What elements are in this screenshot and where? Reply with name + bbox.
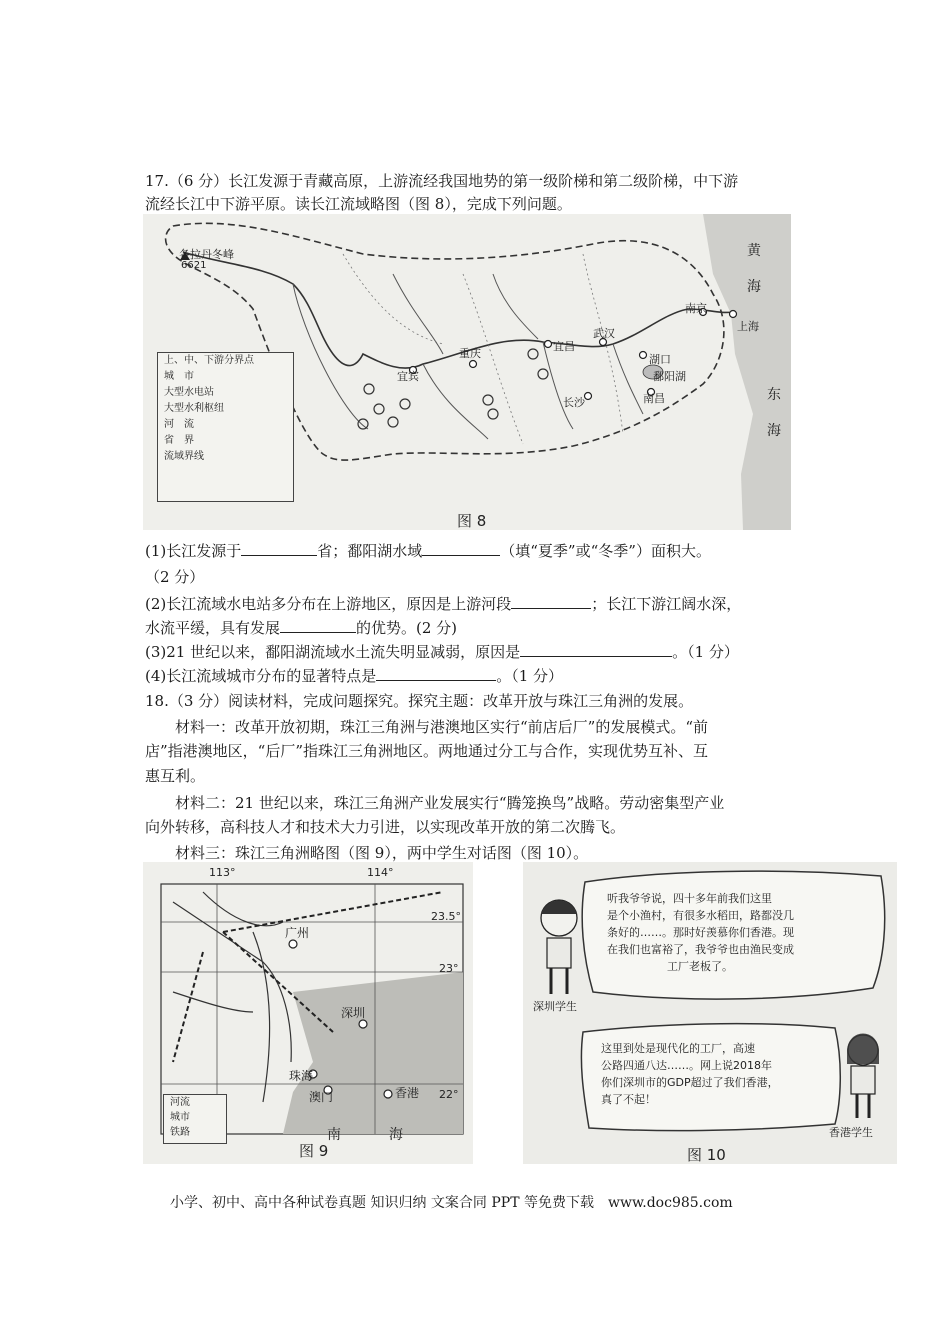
city-changsha: 长沙	[563, 396, 585, 409]
city-yichang: 宜昌	[553, 340, 575, 353]
sea-label-yellow-2: 海	[747, 279, 761, 295]
city-nanjing: 南京	[685, 302, 707, 315]
pearl-river-delta-map	[143, 862, 473, 1164]
legend-city: 城 市	[164, 371, 194, 382]
sea-label-south: 南	[327, 1127, 341, 1143]
q17-sub3-text-a: (3)21 世纪以来，鄱阳湖流域水土流失明显减弱，原因是	[145, 643, 521, 661]
q18-title: 18.（3 分）阅读材料，完成问题探究。探究主题：改革开放与珠江三角洲的发展。	[145, 692, 694, 710]
page-footer: 小学、初中、高中各种试卷真题 知识归纳 文案合同 PPT 等免费下载 www.doc985.com	[170, 1195, 733, 1211]
q17-sub2-line2	[145, 617, 457, 639]
map9-legend	[163, 1094, 227, 1144]
q17-sub1-score: （2 分）	[145, 568, 205, 586]
q18-material2-line1: 材料二：21 世纪以来，珠江三角洲产业发展实行“腾笼换鸟”战略。劳动密集型产业	[175, 794, 725, 812]
sea-label-east-2: 海	[767, 423, 781, 439]
lat-23-5: 23.5°	[431, 910, 461, 923]
q17-sub1	[145, 540, 711, 562]
legend-basin-boundary: 流域界线	[164, 451, 204, 462]
q18-material3: 材料三：珠江三角洲略图（图 9），两中学生对话图（图 10）。	[175, 844, 589, 862]
figure-8-caption: 图 8	[457, 512, 487, 530]
legend-railway: 铁路	[170, 1127, 190, 1138]
legend-water-hub: 大型水利枢纽	[164, 403, 224, 414]
legend-province-border: 省 界	[164, 435, 194, 446]
shenzhen-student-label: 深圳学生	[533, 1000, 577, 1013]
sea-label-yellow-1: 黄	[747, 243, 761, 259]
q18-material1-line1: 材料一：改革开放初期，珠江三角洲与港澳地区实行“前店后厂”的发展模式。“前	[175, 718, 709, 736]
legend-city: 城市	[170, 1112, 190, 1123]
q17-sub2-text-c: 水流平缓，具有发展	[145, 619, 281, 637]
q17-sub1-text-a: (1)长江发源于	[145, 542, 242, 560]
q18-material1-line2: 店”指港澳地区，“后厂”指珠江三角洲地区。两地通过分工与合作，实现优势互补、互	[145, 742, 709, 760]
q17-sub3	[145, 641, 739, 663]
city-wuhan: 武汉	[593, 327, 615, 340]
city-macau: 澳门	[309, 1090, 334, 1104]
hongkong-speech	[601, 1040, 779, 1108]
city-shenzhen: 深圳	[341, 1006, 366, 1020]
speech1-line3: 条好的……。那时好羡慕你们香港。现	[607, 926, 794, 939]
q17-sub2-text-b: ；长江下游江阔水深，	[591, 595, 742, 613]
shenzhen-speech	[607, 890, 794, 975]
speech2-line2: 公路四通八达……。网上说2018年	[601, 1059, 772, 1072]
legend-river: 河 流	[164, 419, 194, 430]
speech1-line2: 是个小渔村，有很多水稻田，路都没几	[607, 909, 794, 922]
figure-10-caption: 图 10	[687, 1146, 726, 1164]
city-yibin: 宜宾	[397, 370, 419, 383]
speech2-line3: 你们深圳市的GDP超过了我们香港，	[601, 1076, 779, 1089]
speech2-line4: 真了不起！	[601, 1093, 656, 1106]
legend-river: 河流	[170, 1097, 190, 1108]
legend-hydropower: 大型水电站	[164, 387, 214, 398]
city-hongkong: 香港	[395, 1086, 420, 1100]
hongkong-student-label: 香港学生	[829, 1126, 873, 1139]
peak-height: 6621	[181, 260, 207, 271]
student-dialogue-figure	[523, 862, 897, 1164]
answer-blank[interactable]	[511, 594, 591, 609]
answer-blank[interactable]	[280, 618, 356, 633]
q17-line1: 17.（6 分）长江发源于青藏高原，上游流经我国地势的第一级阶梯和第二级阶梯，中下游	[145, 172, 739, 190]
q17-sub1-text-c: （填“夏季”或“冬季”）面积大。	[500, 542, 711, 560]
q17-sub4	[145, 665, 563, 687]
figure-9-caption: 图 9	[299, 1142, 329, 1160]
speech1-line4: 在我们也富裕了，我爷爷也由渔民变成	[607, 943, 794, 956]
legend-boundary-point: 上、中、下游分界点	[164, 355, 254, 366]
lake-poyang: 鄱阳湖	[653, 370, 686, 383]
answer-blank[interactable]	[520, 642, 672, 657]
q17-sub1-text-b: 省；鄱阳湖水域	[317, 542, 423, 560]
yangtze-basin-map	[143, 214, 791, 530]
sea-label-east-1: 东	[767, 387, 781, 403]
speech1-line1: 听我爷爷说，四十多年前我们这里	[607, 892, 772, 905]
q17-sub3-text-b: 。（1 分）	[672, 643, 739, 661]
city-shanghai: 上海	[737, 320, 759, 333]
q17-sub4-text-a: (4)长江流域城市分布的显著特点是	[145, 667, 377, 685]
map8-legend	[157, 352, 294, 502]
city-hukou: 湖口	[649, 353, 671, 366]
answer-blank[interactable]	[422, 541, 500, 556]
lon-114: 114°	[367, 866, 394, 879]
peak-name: 各拉丹冬峰	[179, 248, 234, 261]
q17-sub2-text-a: (2)长江流域水电站多分布在上游地区，原因是上游河段	[145, 595, 512, 613]
answer-blank[interactable]	[376, 666, 496, 681]
lat-23: 23°	[439, 962, 459, 975]
lon-113: 113°	[209, 866, 236, 879]
q17-sub4-text-b: 。（1 分）	[496, 667, 564, 685]
q17-sub2-line1	[145, 593, 741, 615]
speech2-line1: 这里到处是现代化的工厂，高速	[601, 1042, 755, 1055]
q18-material2-line2: 向外转移，高科技人才和技术大力引进，以实现改革开放的第二次腾飞。	[145, 818, 626, 836]
city-guangzhou: 广州	[285, 926, 310, 940]
city-chongqing: 重庆	[459, 347, 481, 360]
q17-sub2-text-d: 的优势。(2 分)	[356, 619, 458, 637]
lat-22: 22°	[439, 1088, 459, 1101]
answer-blank[interactable]	[241, 541, 317, 556]
city-zhuhai: 珠海	[289, 1069, 314, 1083]
sea-label-sea: 海	[389, 1127, 403, 1143]
city-nanchang: 南昌	[643, 392, 665, 405]
q17-line2: 流经长江中下游平原。读长江流域略图（图 8），完成下列问题。	[145, 195, 572, 213]
speech1-line5: 工厂老板了。	[667, 960, 733, 973]
q18-material1-line3: 惠互利。	[145, 767, 206, 785]
